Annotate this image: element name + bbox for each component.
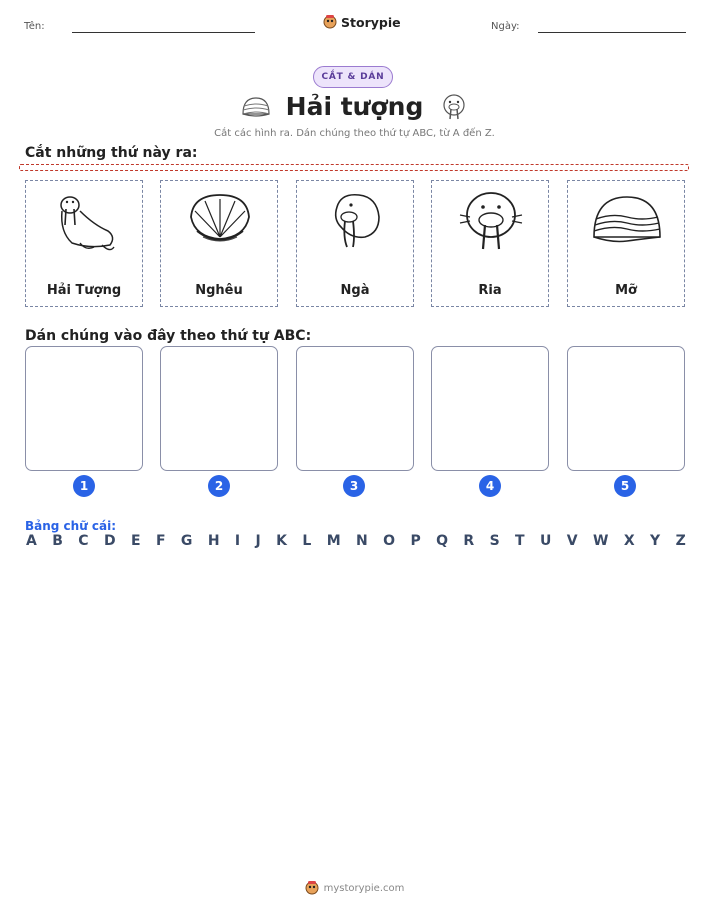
instructions: Cắt các hình ra. Dán chúng theo thứ tự ABC, từ A đến Z.: [214, 128, 495, 139]
alphabet-letter: V: [566, 533, 578, 549]
alphabet-letter: U: [540, 533, 552, 549]
alphabet-letter: Z: [675, 533, 686, 549]
date-line[interactable]: [538, 32, 686, 33]
alphabet-title: Bảng chữ cái:: [25, 519, 117, 533]
alphabet-letter: E: [130, 533, 141, 549]
cut-card-walrus[interactable]: [25, 180, 143, 307]
brand-name: Storypie: [341, 14, 401, 30]
alphabet-letter: T: [515, 533, 525, 549]
alphabet-letter: R: [463, 533, 475, 549]
alphabet-letter: Q: [436, 533, 448, 549]
cut-card-whiskers[interactable]: [431, 180, 549, 307]
paste-box-2[interactable]: [160, 346, 278, 471]
tusk-walrus-head-icon: [321, 187, 391, 257]
cut-heading: Cắt những thứ này ra:: [25, 145, 198, 161]
date-label: Ngày:: [491, 21, 520, 32]
card-label: Ria: [478, 283, 502, 298]
activity-badge: CẮT & DÁN: [313, 66, 393, 88]
alphabet-letter: L: [302, 533, 312, 549]
alphabet-letter: S: [489, 533, 500, 549]
alphabet-letter: N: [356, 533, 368, 549]
paste-heading: Dán chúng vào đây theo thứ tự ABC:: [25, 328, 312, 344]
alphabet-letter: A: [26, 533, 37, 549]
paste-box-3[interactable]: [296, 346, 414, 471]
alphabet-letter: K: [276, 533, 287, 549]
name-line[interactable]: [72, 32, 255, 33]
cut-line: [19, 164, 689, 171]
walrus-icon: [50, 187, 120, 257]
alphabet-letter: W: [593, 533, 609, 549]
paste-box-1[interactable]: [25, 346, 143, 471]
cut-card-tusk[interactable]: [296, 180, 414, 307]
alphabet-letter: X: [623, 533, 635, 549]
alphabet-letter: G: [180, 533, 193, 549]
card-label: Ngà: [340, 283, 370, 298]
alphabet-letter: F: [155, 533, 166, 549]
name-label: Tên:: [24, 21, 45, 32]
card-label: Hải Tượng: [46, 283, 122, 298]
whiskers-walrus-face-icon: [456, 187, 526, 257]
storypie-mascot-icon: [305, 880, 319, 896]
alphabet-row: [26, 533, 686, 549]
clam-icon: [185, 187, 255, 257]
brand-logo: [323, 14, 401, 30]
card-label: Mỡ: [615, 283, 637, 298]
alphabet-letter: H: [207, 533, 220, 549]
number-badge: 5: [614, 475, 636, 497]
card-label: Nghêu: [195, 283, 243, 298]
alphabet-letter: M: [326, 533, 341, 549]
paste-box-4[interactable]: [431, 346, 549, 471]
cut-card-blubber[interactable]: [567, 180, 685, 307]
alphabet-letter: C: [78, 533, 89, 549]
alphabet-letter: Y: [650, 533, 661, 549]
footer: [0, 880, 709, 896]
alphabet-letter: I: [234, 533, 241, 549]
blubber-icon: [592, 187, 662, 257]
number-badge: 4: [479, 475, 501, 497]
number-badge: 2: [208, 475, 230, 497]
page-title: Hải tượng: [285, 92, 424, 121]
paste-box-5[interactable]: [567, 346, 685, 471]
alphabet-letter: D: [103, 533, 116, 549]
alphabet-letter: O: [383, 533, 396, 549]
cut-card-clam[interactable]: [160, 180, 278, 307]
alphabet-letter: J: [255, 533, 261, 549]
number-badge: 3: [343, 475, 365, 497]
alphabet-letter: P: [410, 533, 421, 549]
number-badge: 1: [73, 475, 95, 497]
walrus-head-icon: [440, 92, 468, 122]
alphabet-letter: B: [52, 533, 63, 549]
footer-url[interactable]: mystorypie.com: [323, 882, 405, 894]
storypie-mascot-icon: [323, 14, 337, 30]
